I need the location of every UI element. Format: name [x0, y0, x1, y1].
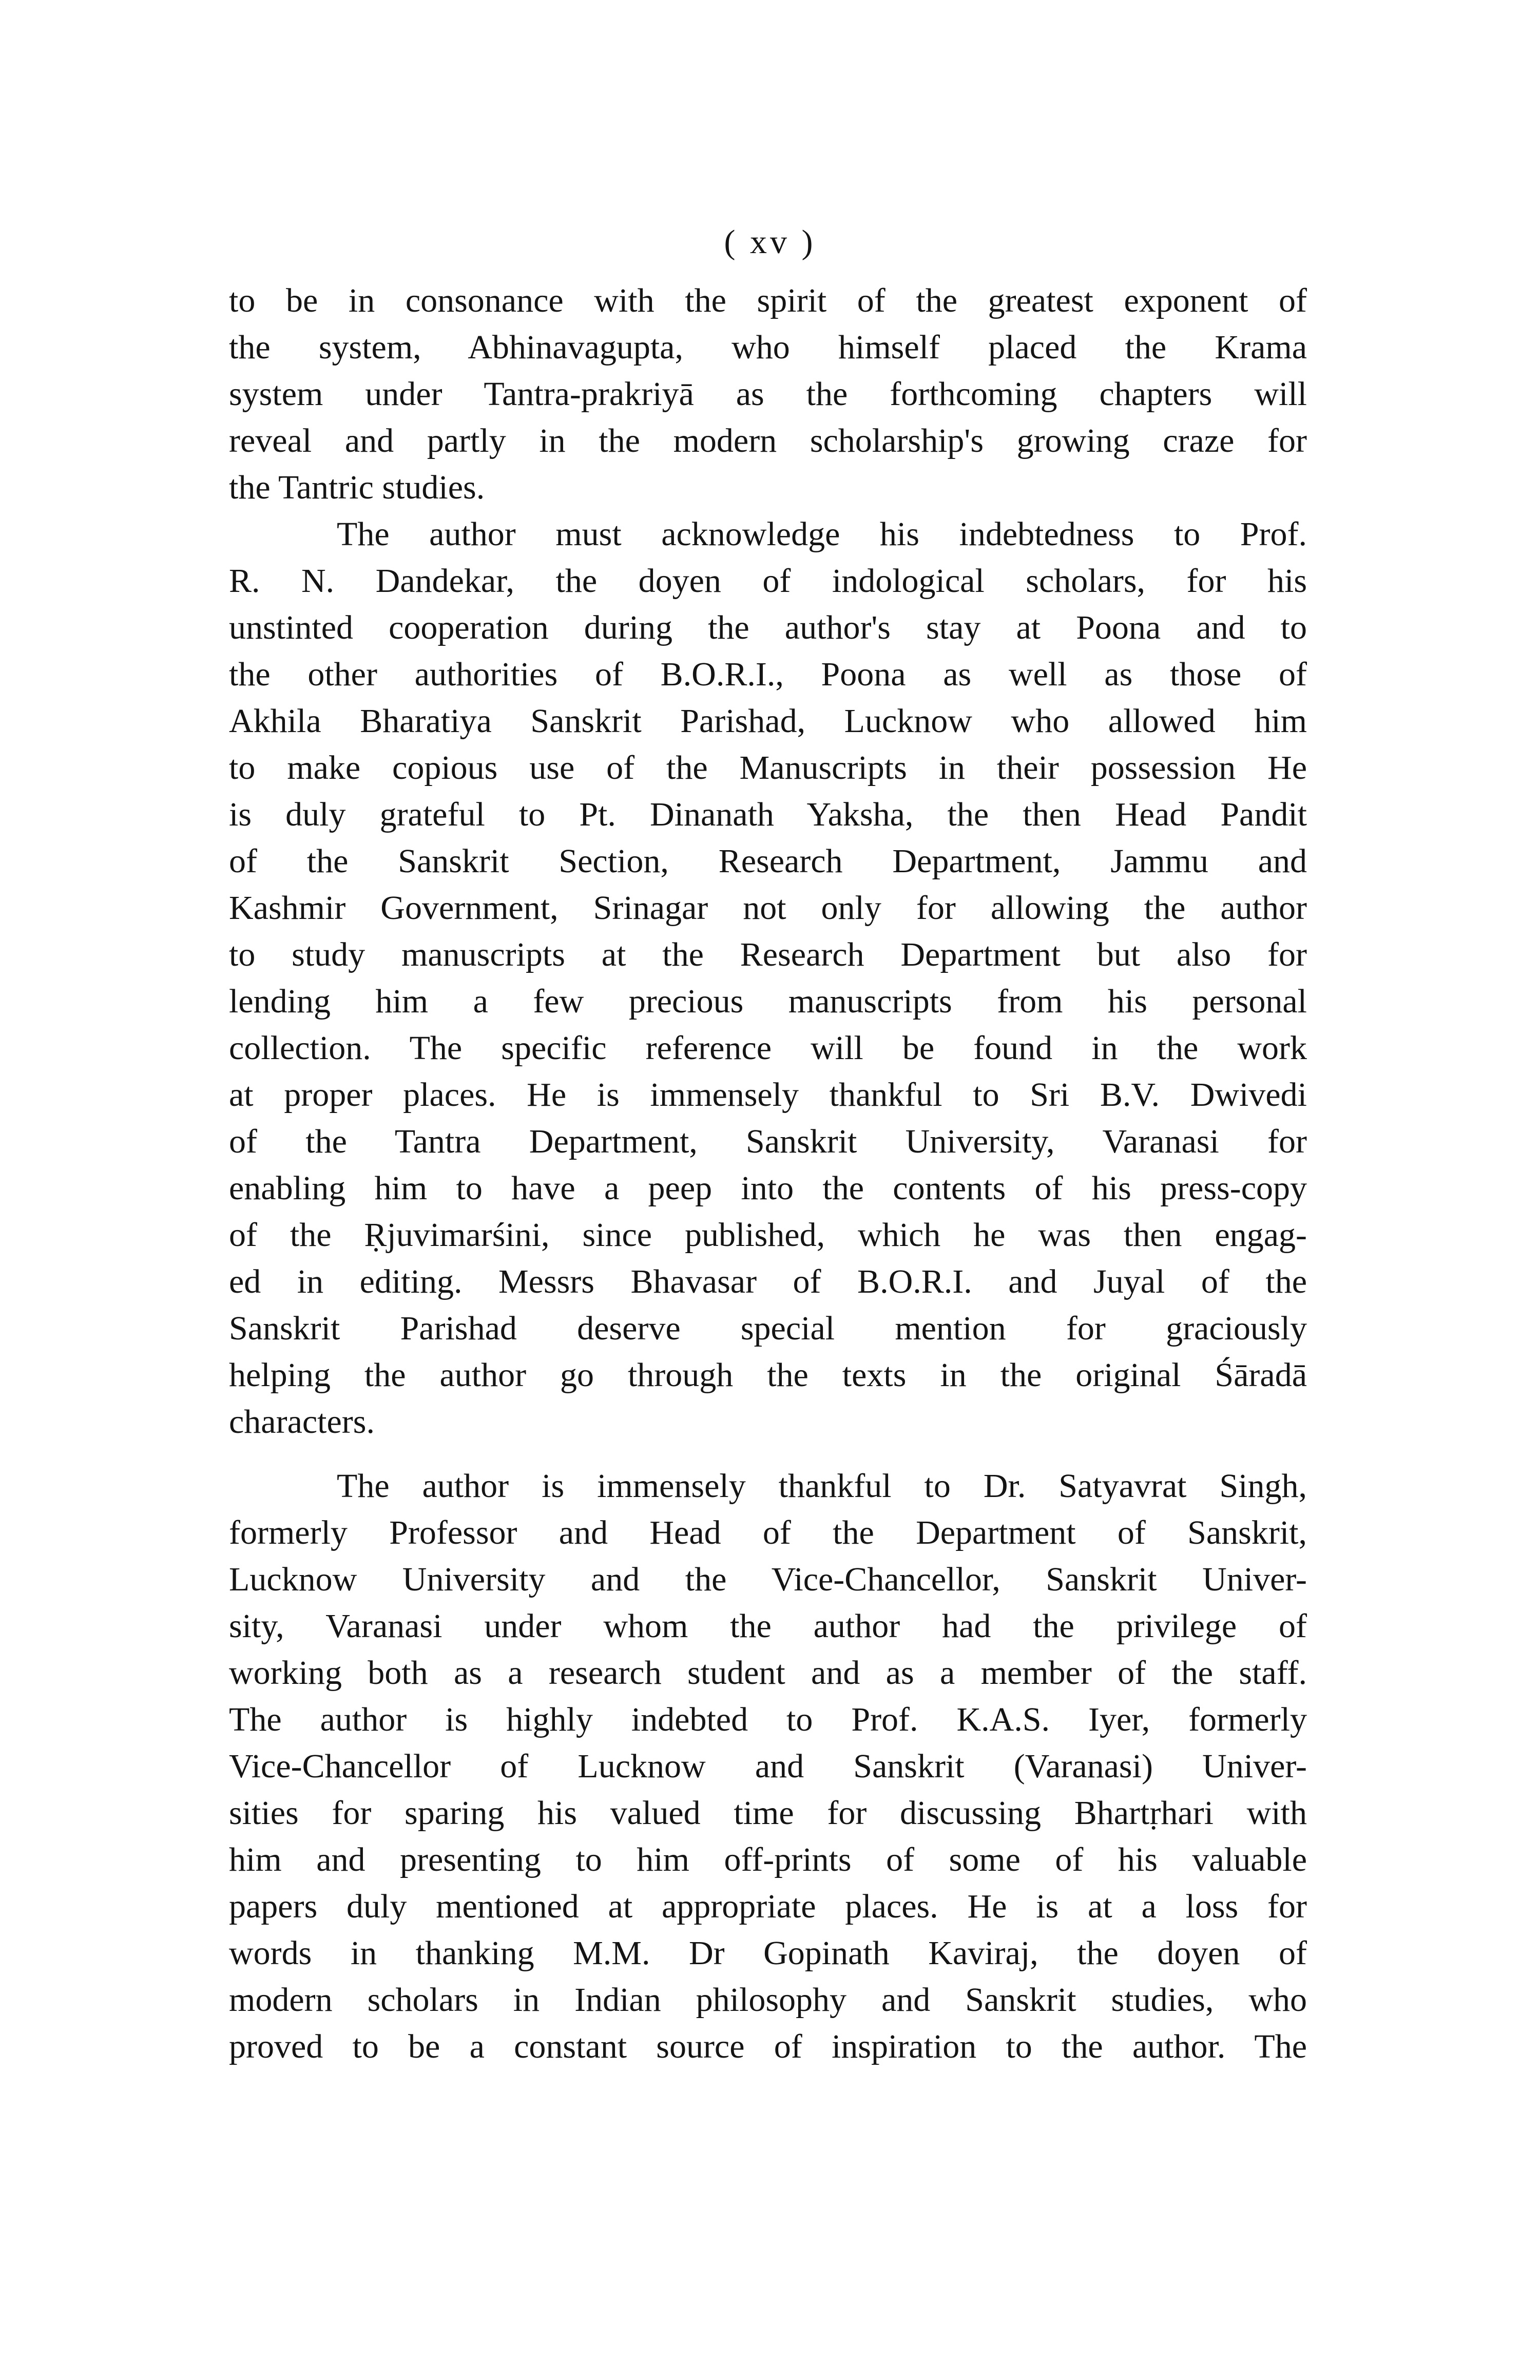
text-line: unstinted cooperation during the author's stay at Poona and to: [229, 609, 1307, 646]
text-line: The author must acknowledge his indebtedness to Prof.: [337, 515, 1307, 553]
text-line: to study manuscripts at the Research Department but also for: [229, 936, 1307, 973]
text-line: him and presenting to him off-prints of some of his valuable: [229, 1841, 1307, 1878]
text-line: system under Tantra-prakriyā as the forthcoming chapters will: [229, 375, 1307, 413]
text-line: formerly Professor and Head of the Department of Sanskrit,: [229, 1514, 1307, 1551]
text-line: papers duly mentioned at appropriate places. He is at a loss for: [229, 1888, 1307, 1925]
text-line: sity, Varanasi under whom the author had the privilege of: [229, 1607, 1307, 1645]
text-line: enabling him to have a peep into the contents of his press-copy: [229, 1169, 1307, 1207]
text-line: the system, Abhinavagupta, who himself placed the Krama: [229, 329, 1307, 366]
text-line: working both as a research student and as a member of the staff.: [229, 1654, 1307, 1692]
text-line: proved to be a constant source of inspiration to the author. The: [229, 2028, 1307, 2065]
text-line: to be in consonance with the spirit of the greatest exponent of: [229, 282, 1307, 319]
text-line: The author is immensely thankful to Dr. Satyavrat Singh,: [337, 1467, 1307, 1505]
paragraph: [229, 1463, 1307, 2070]
text-line: ed in editing. Messrs Bhavasar of B.O.R.I. and Juyal of the: [229, 1263, 1307, 1300]
text-line: Kashmir Government, Srinagar not only for allowing the author: [229, 889, 1307, 927]
text-line: to make copious use of the Manuscripts in their possession He: [229, 749, 1307, 786]
text-line: reveal and partly in the modern scholarship's growing craze for: [229, 422, 1307, 459]
text-line: of the Ṛjuvimarśini, since published, which he was then engag-: [229, 1216, 1307, 1254]
text-line: collection. The specific reference will be found in the work: [229, 1029, 1307, 1067]
text-line: helping the author go through the texts in the original Śāradā: [229, 1356, 1307, 1394]
text-line: Lucknow University and the Vice-Chancellor, Sanskrit Univer-: [229, 1561, 1307, 1598]
text-line: at proper places. He is immensely thankful to Sri B.V. Dwivedi: [229, 1076, 1307, 1114]
text-line: the other authorities of B.O.R.I., Poona as well as those of: [229, 656, 1307, 693]
text-line: Akhila Bharatiya Sanskrit Parishad, Lucknow who allowed him: [229, 702, 1307, 740]
text-line: lending him a few precious manuscripts from his personal: [229, 983, 1307, 1020]
body-text: [229, 277, 1307, 2070]
page-number: ( xv ): [724, 223, 816, 261]
paragraph: [229, 511, 1307, 1445]
text-line: R. N. Dandekar, the doyen of indological scholars, for his: [229, 562, 1307, 600]
text-line: The author is highly indebted to Prof. K.A.S. Iyer, formerly: [229, 1701, 1307, 1738]
text-line: of the Tantra Department, Sanskrit University, Varanasi for: [229, 1123, 1307, 1160]
text-line: modern scholars in Indian philosophy and Sanskrit studies, who: [229, 1981, 1307, 2019]
paragraph: [229, 277, 1307, 511]
text-line: words in thanking M.M. Dr Gopinath Kaviraj, the doyen of: [229, 1934, 1307, 1972]
text-line: sities for sparing his valued time for discussing Bhartṛhari with: [229, 1794, 1307, 1832]
text-line: the Tantric studies.: [229, 469, 485, 506]
text-line: is duly grateful to Pt. Dinanath Yaksha, the then Head Pandit: [229, 796, 1307, 833]
text-line: characters.: [229, 1403, 375, 1441]
text-line: of the Sanskrit Section, Research Department, Jammu and: [229, 842, 1307, 880]
text-line: Vice-Chancellor of Lucknow and Sanskrit (Varanasi) Univer-: [229, 1748, 1307, 1785]
text-line: Sanskrit Parishad deserve special mention for graciously: [229, 1310, 1307, 1347]
